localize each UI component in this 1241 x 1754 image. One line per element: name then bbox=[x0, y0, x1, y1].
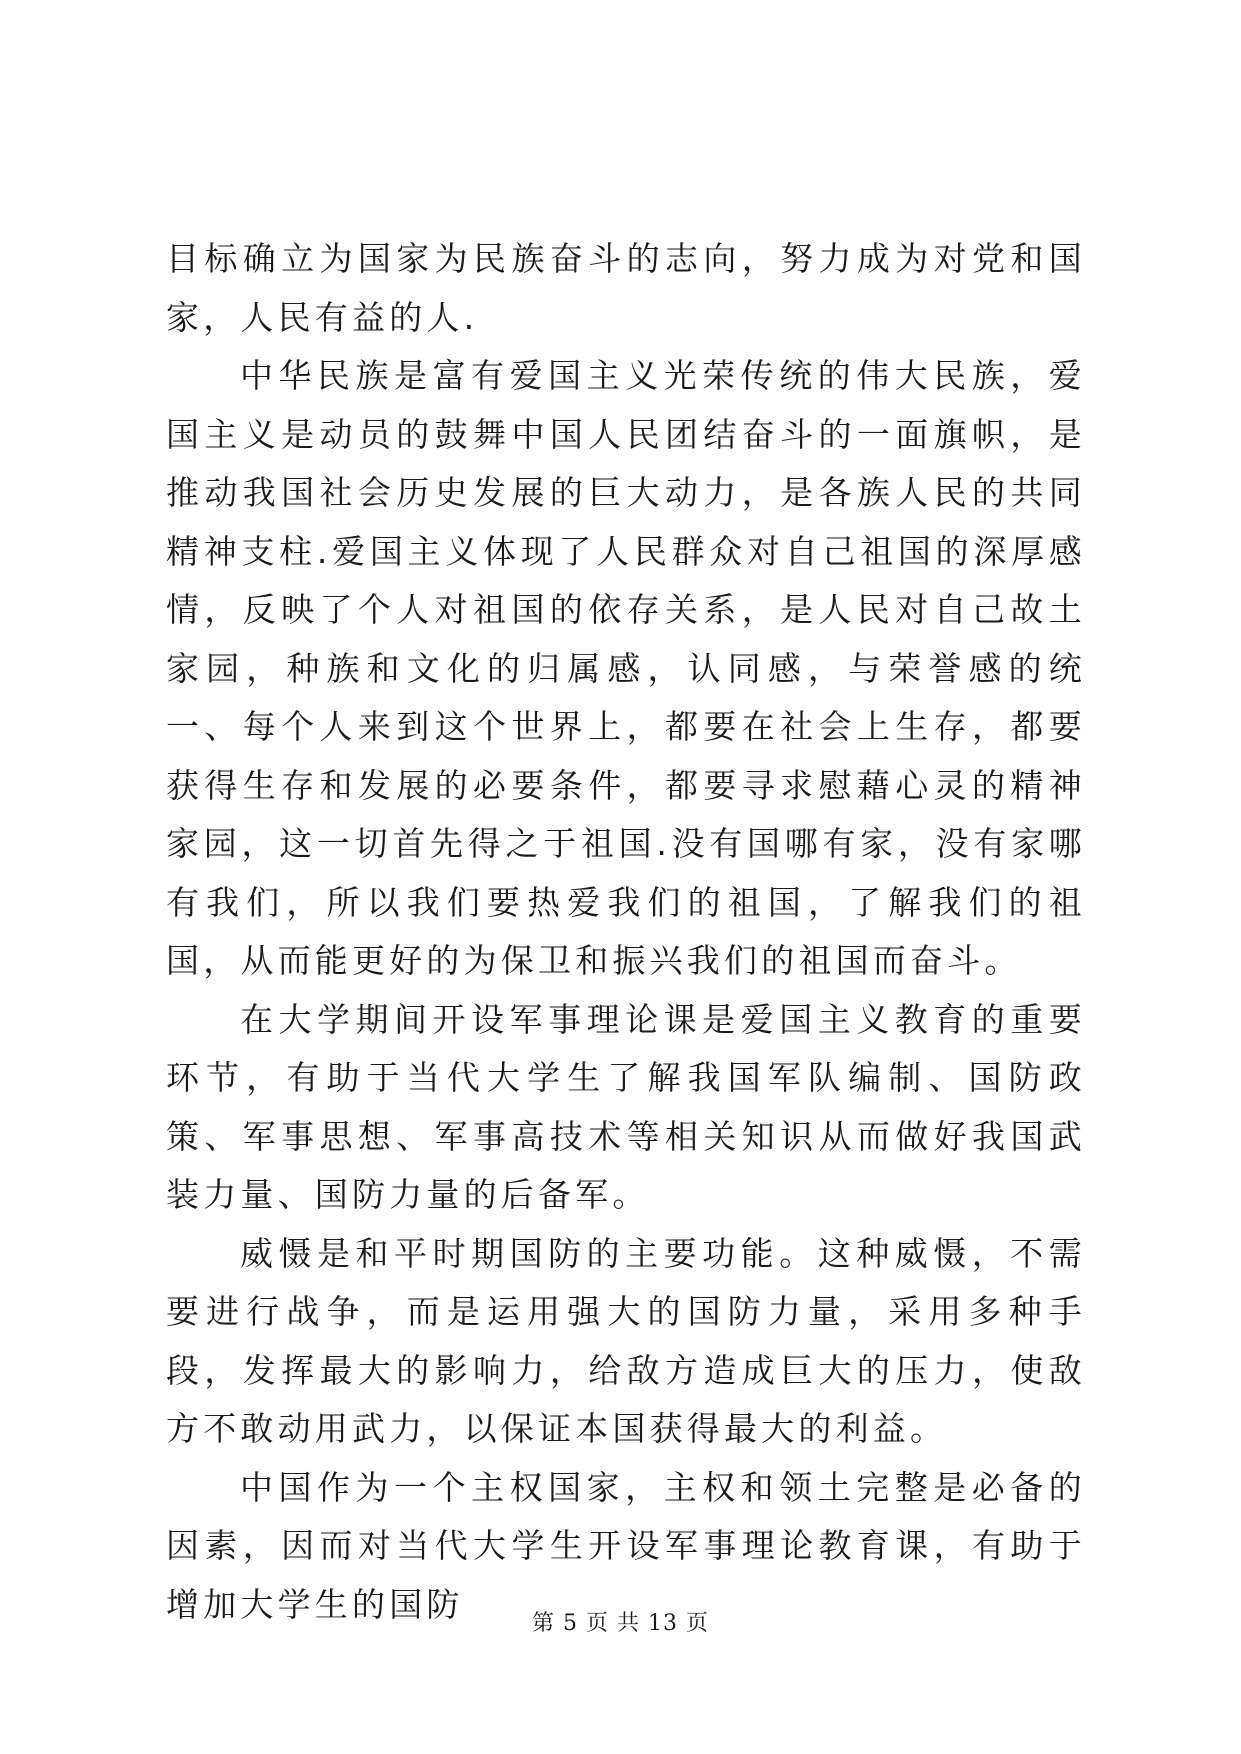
paragraph-continuation: 目标确立为国家为民族奋斗的志向，努力成为对党和国家，人民有益的人. bbox=[166, 239, 1086, 337]
paragraph-patriotism: 中华民族是富有爱国主义光荣传统的伟大民族，爱国主义是动员的鼓舞中国人民团结奋斗的一面旗帜，是推动我国社会历史发展的巨大动力，是各族人民的共同精神支柱.爱国主义体现了人民群众对自己祖国的深厚感情，反映了个人对祖国的依存关系，是人民对自己故土家园，种族和文化的归属感，认同感，与荣誉感的统一、每个人来到这个世界上，都要在社会上生存，都要获得生存和发展的必要条件，都要寻求慰藉心灵的精神家园，这一切首先得之于祖国.没有国哪有家，没有家哪有我们，所以我们要热爱我们的祖国，了解我们的祖国，从而能更好的为保卫和振兴我们的祖国而奋斗。 bbox=[166, 356, 1086, 980]
paragraph-deterrence: 威慑是和平时期国防的主要功能。这种威慑，不需要进行战争，而是运用强大的国防力量，采用多种手段，发挥最大的影响力，给敌方造成巨大的压力，使敌方不敢动用武力，以保证本国获得最大的利益。 bbox=[166, 1233, 1086, 1448]
paragraph-sovereignty: 中国作为一个主权国家，主权和领土完整是必备的因素，因而对当代大学生开设军事理论教育课，有助于增加大学生的国防 bbox=[166, 1467, 1086, 1624]
paragraph-military-theory-course: 在大学期间开设军事理论课是爱国主义教育的重要环节，有助于当代大学生了解我国军队编制、国防政策、军事思想、军事高技术等相关知识从而做好我国武装力量、国防力量的后备军。 bbox=[166, 999, 1086, 1214]
page-number-footer: 第 5 页 共 13 页 bbox=[532, 1611, 709, 1636]
document-body bbox=[166, 230, 1086, 1634]
